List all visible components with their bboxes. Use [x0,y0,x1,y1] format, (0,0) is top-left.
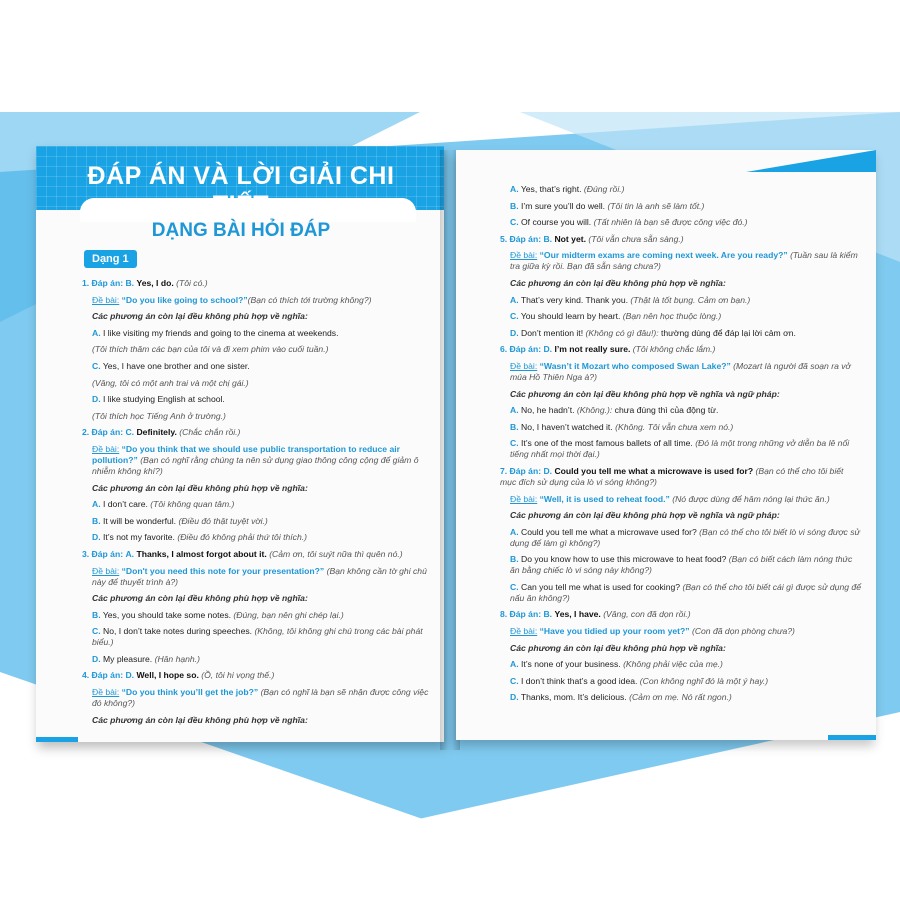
page-corner-accent [716,150,876,172]
answer-line: 6. Đáp án: D. I’m not really sure. (Tôi không chắc lắm.) [500,344,716,355]
option-line: A. No, he hadn’t. (Không.): chưa đúng thì của động từ. [510,405,719,416]
question-line: Đề bài: “Do you think you’ll get the job?” (Bạn có nghĩ là bạn sẽ nhận được công việc đó không?) [92,687,429,709]
option-line: A. Could you tell me what a microwave used for? (Bạn có thể cho tôi biết lò vi sóng được sử dụng để làm gì không?) [510,526,860,548]
option-line: C. Of course you will. (Tất nhiên là bạn sẽ được công việc đó.) [510,217,748,228]
question-line: Đề bài: “Well, it is used to reheat food.” (Nó được dùng để hâm nóng lại thức ăn.) [510,493,830,504]
left-page [36,146,444,742]
note-line: Các phương án còn lại đều không phù hợp về nghĩa: [92,714,308,725]
option-line: B. Do you know how to use this microwave to heat food? (Bạn có biết cách làm nóng thức ăn bằng chiếc lò vi sóng này không?) [510,554,853,576]
option-line: B. It will be wonderful. (Điều đó thật tuyệt vời.) [92,515,268,526]
note-line: Các phương án còn lại đều không phù hợp về nghĩa: [510,277,726,288]
right-content [500,184,862,709]
option-translation: (Vâng, tôi có một anh trai và một chị gái.) [92,377,249,388]
answer-line: 1. Đáp án: B. Yes, I do. (Tôi có.) [82,278,208,288]
answer-line: 5. Đáp án: B. Not yet. (Tôi vẫn chưa sẵn sàng.) [500,233,684,244]
option-line: C. I don’t think that’s a good idea. (Con không nghĩ đó là một ý hay.) [510,675,769,686]
option-line: C. You should learn by heart. (Bạn nên học thuộc lòng.) [510,311,722,322]
question-line: Đề bài: “Don't you need this note for your presentation?” (Bạn không cần tờ ghi chú này để thuyết trình à?) [92,565,427,587]
option-line: D. It’s not my favorite. (Điều đó không phải thứ tôi thích.) [92,532,307,543]
option-translation: (Tôi thích học Tiếng Anh ở trường.) [92,410,226,421]
note-line: Các phương án còn lại đều không phù hợp về nghĩa và ngữ pháp: [510,388,780,399]
option-line: D. Thanks, mom. It’s delicious. (Cảm ơn mẹ. Nó rất ngon.) [510,692,732,703]
question-line: Đề bài: “Our midterm exams are coming next week. Are you ready?” (Tuần sau là kiểm tra giữa kỳ rồi. Bạn đã sẵn sàng chưa?) [510,250,858,272]
right-page [456,150,876,740]
option-line: A. It’s none of your business. (Không phải việc của mẹ.) [510,659,723,670]
answer-line: 7. Đáp án: D. Could you tell me what a microwave is used for? (Bạn có thể cho tôi biết mục đích sử dụng của lò vi sóng không?) [500,465,844,487]
answer-line: 3. Đáp án: A. Thanks, I almost forgot about it. (Cảm ơn, tôi suýt nữa thì quên nó.) [82,548,403,559]
option-line: B. No, I haven’t watched it. (Không. Tôi vẫn chưa xem nó.) [510,421,734,432]
option-line: A. I like visiting my friends and going to the cinema at weekends. [92,327,339,338]
answer-line: 2. Đáp án: C. Definitely. (Chắc chắn rồi.) [82,427,241,438]
note-line: Các phương án còn lại đều không phù hợp về nghĩa và ngữ pháp: [510,510,780,521]
page-title: ĐÁP ÁN VÀ LỜI GIẢI CHI [87,162,395,190]
option-line: A. Yes, that’s right. (Đúng rồi.) [510,184,625,194]
question-line: Đề bài: “Have you tidied up your room yet?” (Con đã dọn phòng chưa?) [510,626,795,637]
option-line: C. Can you tell me what is used for cooking? (Bạn có thể cho tôi biết cái gì được sử dụng để nấu ăn không?) [510,581,861,603]
question-line: Đề bài: “Do you think that we should use public transportation to reduce air pollution?” (Bạn có nghĩ rằng chúng ta nên sử dụng giao thông công cộng để giảm ô nhiễm không khí?) [92,443,419,476]
option-line: D. Don’t mention it! (Không có gì đâu!): thường dùng để đáp lại lời cảm ơn. [510,327,796,338]
page-corner-accent [828,735,876,740]
answer-line: 4. Đáp án: D. Well, I hope so. (Ồ, tôi hi vọng thế.) [82,670,275,681]
option-line: B. I’m sure you’ll do well. (Tôi tin là anh sẽ làm tốt.) [510,200,705,211]
option-line: A. That’s very kind. Thank you. (Thật là tốt bụng. Cảm ơn bạn.) [510,294,751,305]
section-badge: Dạng 1 [84,250,137,268]
page-corner-accent [36,737,78,742]
header-tab-shape [80,198,416,222]
note-line: Các phương án còn lại đều không phù hợp về nghĩa: [92,311,308,322]
option-line: B. Yes, you should take some notes. (Đúng, bạn nên ghi chép lại.) [92,609,344,620]
note-line: Các phương án còn lại đều không phù hợp về nghĩa: [92,593,308,604]
option-line: A. I don’t care. (Tôi không quan tâm.) [92,499,235,510]
answer-line: 8. Đáp án: B. Yes, I have. (Vâng, con đã dọn rồi.) [500,609,691,620]
left-content [82,278,434,731]
note-line: Các phương án còn lại đều không phù hợp về nghĩa: [92,482,308,493]
section-title: DẠNG BÀI HỎI ĐÁP [151,220,331,241]
option-line: C. Yes, I have one brother and one sister. [92,360,250,371]
option-line: D. I like studying English at school. [92,394,225,405]
option-translation: (Tôi thích thăm các bạn của tôi và đi xem phim vào cuối tuần.) [92,344,329,355]
option-line: D. My pleasure. (Hân hạnh.) [92,653,200,664]
note-line: Các phương án còn lại đều không phù hợp về nghĩa: [510,642,726,653]
option-line: C. It’s one of the most famous ballets of all time. (Đó là một trong những vở diễn ba lê nổi tiếng nhất mọi thời đại.) [510,438,850,460]
question-line: Đề bài: “Wasn’t it Mozart who composed Swan Lake?” (Mozart là người đã soạn ra vở múa Hồ Thiên Nga à?) [510,360,851,382]
option-line: C. No, I don’t take notes during speeches. (Không, tôi không ghi chú trong các bài phát biểu.) [92,626,423,648]
question-line: Đề bài: “Do you like going to school?”(Bạn có thích tới trường không?) [92,294,372,305]
